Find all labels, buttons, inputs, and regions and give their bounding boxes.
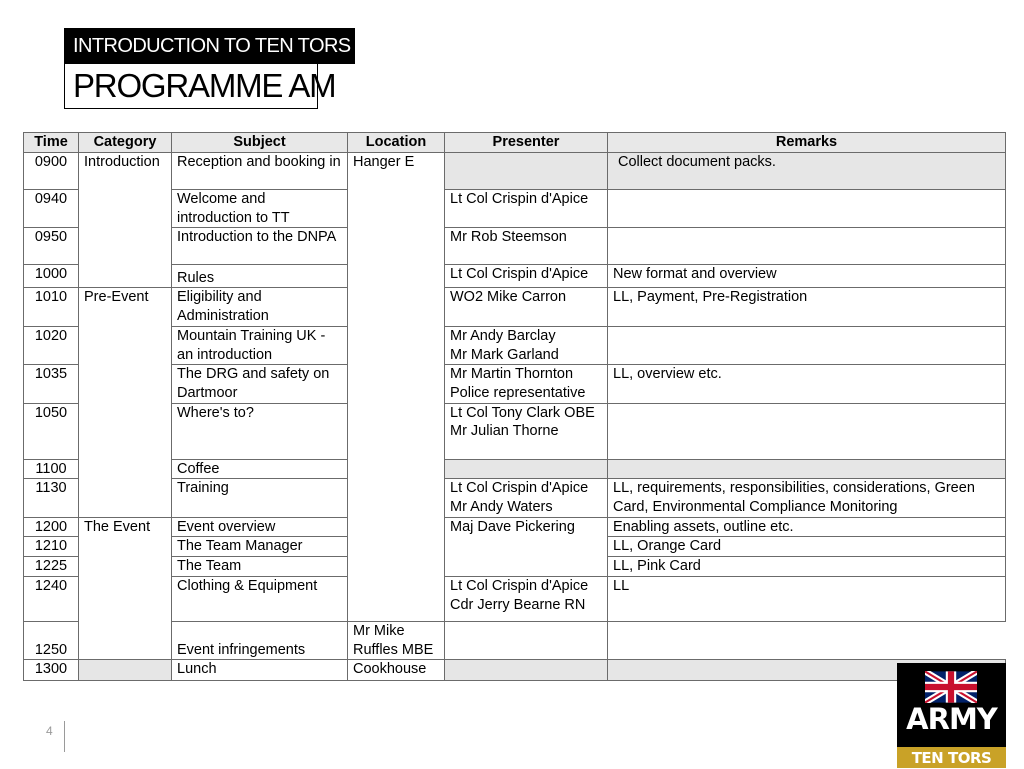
time-cell: 1210	[24, 537, 79, 557]
union-flag-icon	[925, 671, 977, 703]
presenter-cell: Lt Col Tony Clark OBE Mr Julian Thorne	[445, 403, 608, 459]
time-cell: 0950	[24, 228, 79, 265]
remarks-cell: LL, Orange Card	[608, 537, 1006, 557]
time-cell: 1035	[24, 365, 79, 403]
subject-cell: Training	[172, 479, 348, 517]
logo-ten-tors-text: TEN TORS	[897, 747, 1006, 768]
table-row	[24, 479, 1006, 517]
table-row	[24, 403, 1006, 459]
table-row	[24, 326, 1006, 364]
location-cell: Cookhouse	[348, 660, 445, 681]
time-cell: 1225	[24, 557, 79, 577]
time-cell: 1010	[24, 288, 79, 326]
subject-cell: Lunch	[172, 660, 348, 681]
header-remarks: Remarks	[608, 133, 1006, 153]
subject-cell: Where's to?	[172, 403, 348, 459]
presenter-cell: Lt Col Crispin d'Apice Cdr Jerry Bearne RN	[445, 576, 608, 621]
header-location: Location	[348, 133, 445, 153]
time-cell: 1300	[24, 660, 79, 681]
subject-cell: Clothing & Equipment	[172, 576, 348, 621]
remarks-cell	[608, 228, 1006, 265]
subject-cell: Coffee	[172, 459, 348, 479]
table-row	[24, 576, 1006, 621]
presenter-cell	[445, 153, 608, 190]
presenter-cell: Mr Rob Steemson	[445, 228, 608, 265]
page-title: PROGRAMME AM	[64, 63, 318, 109]
remarks-cell: New format and overview	[608, 265, 1006, 288]
section-tag: INTRODUCTION TO TEN TORS	[64, 28, 355, 64]
time-cell: 1250	[24, 621, 79, 659]
presenter-cell: Lt Col Crispin d'Apice	[445, 190, 608, 228]
subject-cell: The DRG and safety on Dartmoor	[172, 365, 348, 403]
time-cell: 1020	[24, 326, 79, 364]
subject-cell: The Team	[172, 557, 348, 577]
remarks-cell: LL	[608, 576, 1006, 621]
table-row	[24, 190, 1006, 228]
subject-cell: Event infringements	[172, 621, 348, 659]
remarks-cell: LL, Payment, Pre-Registration	[608, 288, 1006, 326]
table-row	[24, 517, 1006, 537]
table-header-row	[24, 133, 1006, 153]
army-ten-tors-logo	[897, 663, 1006, 768]
presenter-cell: Lt Col Crispin d'Apice	[445, 265, 608, 288]
presenter-cell	[445, 459, 608, 479]
table-row	[24, 153, 1006, 190]
subject-cell: Reception and booking in	[172, 153, 348, 190]
table-row	[24, 459, 1006, 479]
time-cell: 1050	[24, 403, 79, 459]
remarks-cell: Enabling assets, outline etc.	[608, 517, 1006, 537]
table-row	[24, 265, 1006, 288]
time-cell: 1200	[24, 517, 79, 537]
table-row	[24, 228, 1006, 265]
header-subject: Subject	[172, 133, 348, 153]
remarks-cell	[608, 326, 1006, 364]
time-cell: 0940	[24, 190, 79, 228]
subject-cell: Rules	[172, 265, 348, 288]
table-row	[24, 660, 1006, 681]
presenter-cell: WO2 Mike Carron	[445, 288, 608, 326]
subject-cell: Mountain Training UK - an introduction	[172, 326, 348, 364]
remarks-cell	[608, 190, 1006, 228]
remarks-cell: LL, requirements, responsibilities, considerations, Green Card, Environmental Compliance Monitoring	[608, 479, 1006, 517]
presenter-cell: Mr Mike Ruffles MBE	[348, 621, 445, 659]
header-presenter: Presenter	[445, 133, 608, 153]
presenter-cell: Mr Martin Thornton Police representative	[445, 365, 608, 403]
category-cell: Pre-Event	[79, 288, 172, 517]
presenter-cell	[445, 660, 608, 681]
subject-cell: The Team Manager	[172, 537, 348, 557]
table-row	[24, 288, 1006, 326]
time-cell: 1240	[24, 576, 79, 621]
category-cell: The Event	[79, 517, 172, 660]
subject-cell: Welcome and introduction to TT	[172, 190, 348, 228]
table-row	[24, 365, 1006, 403]
remarks-cell	[445, 621, 608, 659]
table-row	[24, 621, 1006, 659]
page-number: 4	[46, 724, 53, 738]
category-cell: Introduction	[79, 153, 172, 288]
remarks-cell	[608, 459, 1006, 479]
time-cell: 0900	[24, 153, 79, 190]
location-cell: Hanger E	[348, 153, 445, 622]
presenter-cell: Lt Col Crispin d'Apice Mr Andy Waters	[445, 479, 608, 517]
category-cell	[79, 660, 172, 681]
time-cell: 1000	[24, 265, 79, 288]
page-number-divider	[64, 721, 65, 752]
schedule-table	[23, 132, 1006, 681]
remarks-cell: LL, overview etc.	[608, 365, 1006, 403]
subject-cell: Eligibility and Administration	[172, 288, 348, 326]
subject-cell: Event overview	[172, 517, 348, 537]
remarks-cell: LL, Pink Card	[608, 557, 1006, 577]
subject-cell: Introduction to the DNPA	[172, 228, 348, 265]
header-time: Time	[24, 133, 79, 153]
logo-army-text: ARMY	[906, 702, 997, 736]
remarks-cell: Collect document packs.	[608, 153, 1006, 190]
time-cell: 1130	[24, 479, 79, 517]
presenter-cell: Mr Andy Barclay Mr Mark Garland	[445, 326, 608, 364]
presenter-cell: Maj Dave Pickering	[445, 517, 608, 576]
header-category: Category	[79, 133, 172, 153]
time-cell: 1100	[24, 459, 79, 479]
remarks-cell	[608, 403, 1006, 459]
